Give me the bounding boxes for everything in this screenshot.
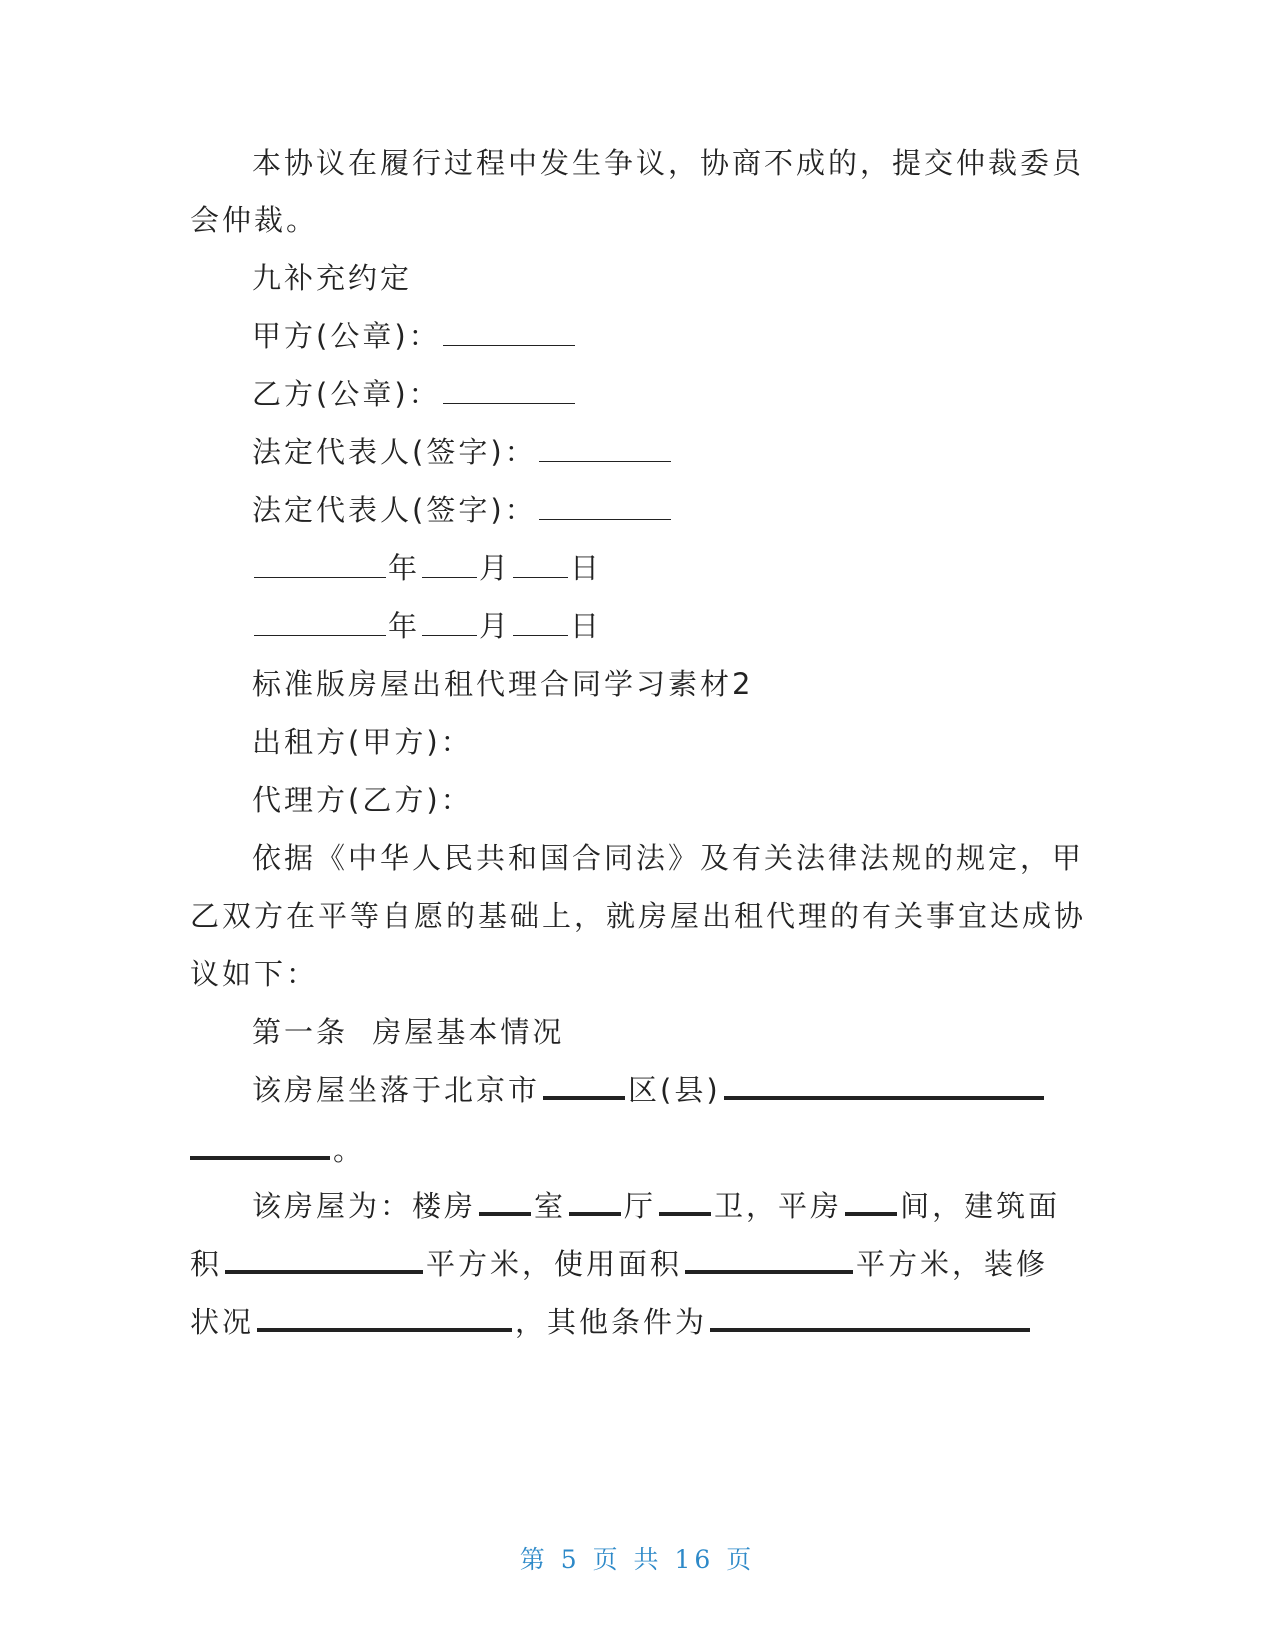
party-a-seal-blank <box>443 344 575 346</box>
decoration-prefix: 状况 <box>190 1305 255 1339</box>
house-prefix: 该房屋为：楼房 <box>252 1189 477 1223</box>
article-1-heading <box>252 1012 564 1052</box>
basis-paragraph-line-1 <box>252 838 1084 878</box>
legal-rep-a-label: 法定代表人(签字)： <box>252 435 537 469</box>
basis-text-1: 依据《中华人民共和国合同法》及有关法律法规的规定，甲 <box>252 841 1085 875</box>
room-label: 室 <box>534 1189 567 1223</box>
supplement-heading <box>252 258 412 298</box>
location-line-2 <box>190 1130 365 1170</box>
decoration-line <box>190 1302 1033 1342</box>
lessor-line <box>252 722 473 762</box>
party-b-seal-blank <box>443 402 575 404</box>
location-line-1 <box>252 1070 1047 1110</box>
party-a-seal-line <box>252 316 577 356</box>
agent-line <box>252 780 473 820</box>
date-month-blank <box>422 634 477 636</box>
page-number: 第 5 页 共 16 页 <box>519 1545 756 1574</box>
dispute-paragraph-line-2 <box>190 200 318 240</box>
address-blank-continued <box>190 1155 330 1160</box>
date-day-blank <box>513 576 568 578</box>
legal-rep-b-line <box>252 490 673 530</box>
basis-text-3: 议如下： <box>190 957 319 991</box>
basis-paragraph-line-2 <box>190 896 1086 936</box>
date-line-2 <box>252 606 602 646</box>
legal-rep-b-blank <box>539 518 671 520</box>
date-day-label: 日 <box>570 551 603 585</box>
house-type-line <box>252 1186 1060 1226</box>
party-a-seal-label: 甲方(公章)： <box>252 319 441 353</box>
contract-2-title-text: 标准版房屋出租代理合同学习素材2 <box>252 667 754 701</box>
party-b-seal-line <box>252 374 577 414</box>
bath-label: 卫，平房 <box>714 1189 843 1223</box>
date-year-blank <box>254 634 386 636</box>
contract-2-title <box>252 664 753 704</box>
usable-area-blank <box>685 1269 853 1274</box>
room-count-blank <box>479 1211 531 1216</box>
decoration-blank <box>257 1327 512 1332</box>
lessor-label: 出租方(甲方)： <box>252 725 473 759</box>
date-month-label: 月 <box>479 609 512 643</box>
date-year-label: 年 <box>388 609 421 643</box>
building-area-blank <box>225 1269 423 1274</box>
building-area-label: 平方米，使用面积 <box>426 1247 683 1281</box>
basis-paragraph-line-3 <box>190 954 318 994</box>
unit-label: 间，建筑面 <box>900 1189 1061 1223</box>
location-end: 。 <box>333 1133 366 1167</box>
date-month-label: 月 <box>479 551 512 585</box>
bungalow-count-blank <box>845 1211 897 1216</box>
hall-label: 厅 <box>624 1189 657 1223</box>
dispute-text-end: 会仲裁。 <box>190 203 319 237</box>
address-blank <box>724 1095 1044 1100</box>
date-day-blank <box>513 634 568 636</box>
legal-rep-a-line <box>252 432 673 472</box>
article-1-heading-text: 第一条 房屋基本情况 <box>252 1015 565 1049</box>
dispute-paragraph-line-1 <box>252 143 1084 183</box>
legal-rep-b-label: 法定代表人(签字)： <box>252 493 537 527</box>
agent-label: 代理方(乙方)： <box>252 783 473 817</box>
page-footer <box>0 1540 1275 1576</box>
location-prefix: 该房屋坐落于北京市 <box>252 1073 541 1107</box>
hall-count-blank <box>569 1211 621 1216</box>
date-line-1 <box>252 548 602 588</box>
area-line <box>190 1244 1048 1284</box>
legal-rep-a-blank <box>539 460 671 462</box>
basis-text-2: 乙双方在平等自愿的基础上，就房屋出租代理的有关事宜达成协 <box>190 899 1087 933</box>
dispute-text: 本协议在履行过程中发生争议，协商不成的，提交仲裁委员 <box>252 146 1085 180</box>
area-prefix: 积 <box>190 1247 223 1281</box>
date-year-blank <box>254 576 386 578</box>
usable-area-label: 平方米，装修 <box>856 1247 1049 1281</box>
date-month-blank <box>422 576 477 578</box>
district-label: 区(县) <box>628 1073 721 1107</box>
other-conditions-blank <box>710 1327 1030 1332</box>
district-blank <box>543 1095 625 1100</box>
bath-count-blank <box>659 1211 711 1216</box>
party-b-seal-label: 乙方(公章)： <box>252 377 441 411</box>
date-year-label: 年 <box>388 551 421 585</box>
date-day-label: 日 <box>570 609 603 643</box>
supplement-heading-text: 九补充约定 <box>252 261 413 295</box>
other-conditions-label: ，其他条件为 <box>515 1305 708 1339</box>
